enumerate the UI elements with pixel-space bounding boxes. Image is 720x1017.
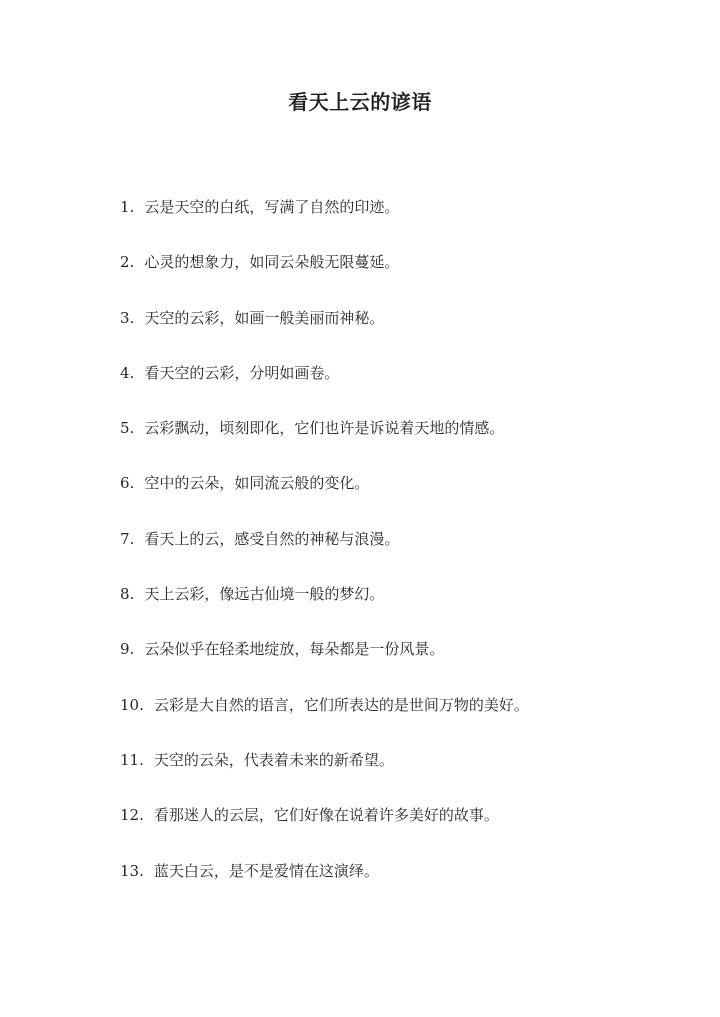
list-item <box>120 363 529 418</box>
item-number: 10. <box>120 695 144 714</box>
list-item <box>120 473 529 528</box>
item-number: 4. <box>120 363 135 382</box>
item-text: 看天上的云，感受自然的神秘与浪漫。 <box>144 529 400 548</box>
item-number: 5. <box>120 419 135 438</box>
list-item <box>120 750 529 805</box>
item-number: 8. <box>120 585 135 604</box>
list-item <box>120 695 529 750</box>
item-number: 9. <box>120 640 135 659</box>
proverb-list <box>120 197 529 916</box>
item-text: 看天空的云彩，分明如画卷。 <box>144 363 340 382</box>
item-text: 云是天空的白纸，写满了自然的印迹。 <box>144 198 400 216</box>
item-text: 云彩飘动，顷刻即化，它们也许是诉说着天地的情感。 <box>144 419 505 438</box>
item-text: 看那迷人的云层，它们好像在说着许多美好的故事。 <box>153 806 499 825</box>
item-number: 1. <box>120 198 135 216</box>
item-number: 13. <box>120 861 144 880</box>
item-text: 空中的云朵，如同流云般的变化。 <box>144 474 370 493</box>
item-text: 云彩是大自然的语言，它们所表达的是世间万物的美好。 <box>153 695 529 714</box>
list-item <box>120 529 529 584</box>
list-item <box>120 861 529 916</box>
item-number: 2. <box>120 253 135 272</box>
item-number: 3. <box>120 308 135 327</box>
list-item <box>120 805 529 860</box>
item-text: 心灵的想象力，如同云朵般无限蔓延。 <box>144 253 400 272</box>
list-item <box>120 308 529 363</box>
item-text: 天上云彩，像远古仙境一般的梦幻。 <box>144 585 385 604</box>
list-item <box>120 584 529 639</box>
item-number: 11. <box>120 750 144 769</box>
item-text: 天空的云彩，如画一般美丽而神秘。 <box>144 308 385 327</box>
item-number: 7. <box>120 529 135 548</box>
list-item <box>120 639 529 694</box>
item-text: 天空的云朵，代表着未来的新希望。 <box>153 750 394 769</box>
document-title: 看天上云的谚语 <box>288 90 432 114</box>
item-text: 云朵似乎在轻柔地绽放，每朵都是一份风景。 <box>144 640 445 659</box>
list-item <box>120 418 529 473</box>
item-number: 6. <box>120 474 135 493</box>
item-text: 蓝天白云，是不是爱情在这演绎。 <box>153 861 379 880</box>
list-item <box>120 252 529 307</box>
item-number: 12. <box>120 806 144 825</box>
list-item <box>120 197 529 252</box>
